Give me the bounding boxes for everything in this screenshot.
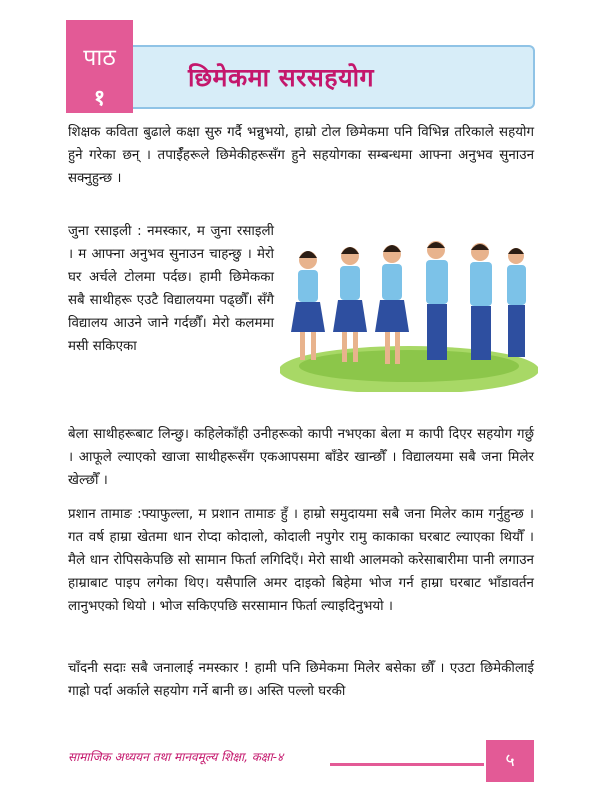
lesson-badge: [66, 20, 133, 113]
students-walking-illustration: [280, 220, 538, 392]
lesson-label: पाठ: [83, 45, 116, 71]
student-figure: [470, 243, 492, 360]
title-band: [133, 45, 535, 109]
student-figure: [333, 247, 367, 362]
chandani-paragraph: चाँदनी सदाः सबै जनालाई नमस्कार ! हामी पनि छिमेकमा मिलेर बसेका छौँ । एउटा छिमेकीलाई गाह्रो पर्दा अर्काले सहयोग गर्ने बानी छ। अस्ति पल्लो घरकी: [68, 661, 534, 699]
footer-book-title: सामाजिक अध्ययन तथा मानवमूल्य शिक्षा, कक्षा-४: [68, 750, 284, 764]
lesson-number: १: [93, 86, 106, 111]
footer-rule: [330, 763, 484, 766]
student-figure: [507, 248, 526, 357]
student-figure: [291, 251, 325, 360]
intro-paragraph: शिक्षक कविता बुढाले कक्षा सुरु गर्दै भन्नुभयो, हाम्रो टोल छिमेकमा पनि विभिन्न तरिकाले सहयोग हुने गरेका छन् । तपाईँहरूले छिमेकीहरूसँग हुने सहयोगका सम्बन्धमा आफ्ना अनुभव सुनाउन सक्नुहुन्छ ।: [68, 125, 534, 186]
prashan-paragraph: प्रशान तामाङ :फ्याफुल्ला, म प्रशान तामाङ हुँ । हाम्रो समुदायमा सबै जना मिलेर काम गर्नुहुन्छ । गत वर्ष हाम्रा खेतमा धान रोप्दा कोदालो, कोदाली नपुगेर रामु काकाका घरबाट ल्याएका थियौँ । मैले धान रोपिसकेपछि सो सामान फिर्ता लगिदिएँ। मेरो साथी आलमको करेसाबारीमा पानी लगाउन हाम्राबाट पाइप लगेका थिए। यसैपालि अमर दाइको बिहेमा भोज गर्न हाम्रा घरबाट भाँडावर्तन लानुभएको थियो । भोज सकिएपछि सरसामान फिर्ता ल्याइदिनुभयो ।: [68, 507, 534, 614]
page-title: छिमेकमा सरसहयोग: [188, 63, 375, 92]
student-figure: [426, 241, 448, 360]
juna-paragraph-wrapped: जुना रसाइली : नमस्कार, म जुना रसाइली । म आफ्ना अनुभव सुनाउन चाहन्छु । मेरो घर अर्चले टोलमा पर्दछ। हामी छिमेकका सबै साथीहरू एउटै विद्यालयमा पढ्छौँ। सँगै विद्यालय आउने जाने गर्दछौँ। मेरो कलममा मसी सकिएका: [68, 224, 274, 354]
juna-paragraph-rest: बेला साथीहरूबाट लिन्छु। कहिलेकाँही उनीहरूको कापी नभएका बेला म कापी दिएर सहयोग गर्छु । आफूले ल्याएको खाजा साथीहरूसँग एकआपसमा बाँडेर खान्छौँ । विद्यालयमा सबै जना मिलेर खेल्छौँ ।: [68, 427, 534, 488]
page-number: ५: [486, 740, 534, 782]
